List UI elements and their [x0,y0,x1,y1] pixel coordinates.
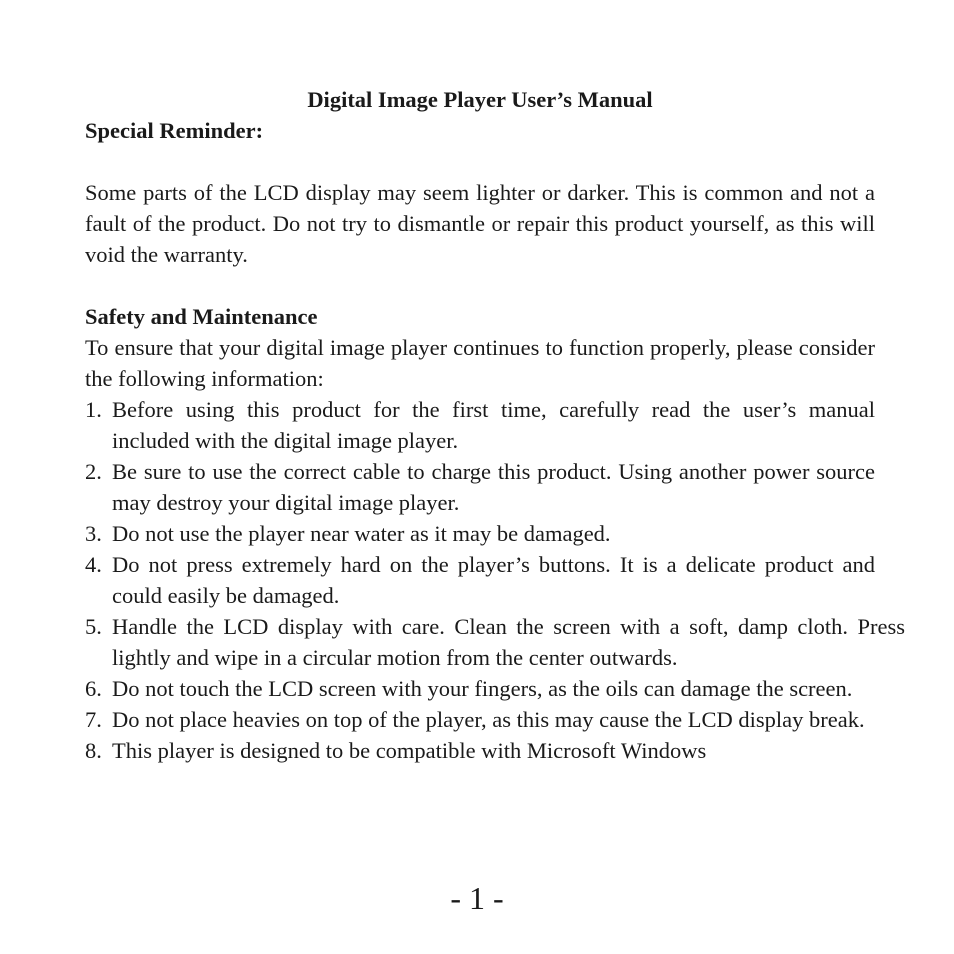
list-item-text: Do not use the player near water as it may be damaged. [112,521,611,546]
list-item-number: 2. [85,459,102,484]
list-item-text: This player is designed to be compatible with Microsoft Windows [112,738,707,763]
list-item-number: 8. [85,738,102,763]
list-item-number: 6. [85,676,102,701]
special-reminder-text: Some parts of the LCD display may seem lighter or darker. This is common and not a fault of the product. Do not try to dismantle or repair this product yourself, as this will void the warranty. [85,180,875,267]
document-title: Digital Image Player User’s Manual [307,87,653,112]
safety-intro: To ensure that your digital image player continues to function properly, please consider the following information: [85,335,875,391]
list-item-number: 1. [85,397,102,422]
special-reminder-heading: Special Reminder: [85,118,264,143]
safety-list [85,394,905,766]
list-item-text: Do not place heavies on top of the player, as this may cause the LCD display break. [112,707,865,732]
list-item [85,456,875,518]
page-number: - 1 - [450,880,504,916]
list-item-number: 3. [85,521,102,546]
list-item-number: 7. [85,707,102,732]
list-item [85,673,875,704]
list-item [85,518,875,549]
list-item-number: 4. [85,552,102,577]
list-item [85,394,875,456]
list-item-text: Do not touch the LCD screen with your fingers, as the oils can damage the screen. [112,676,853,701]
spacer [85,270,875,301]
safety-heading: Safety and Maintenance [85,304,318,329]
list-item [85,735,875,766]
list-item-text: Before using this product for the first time, carefully read the user’s manual included with the digital image player. [112,397,875,453]
list-item [85,549,875,611]
manual-page [85,84,905,766]
list-item [85,611,905,673]
list-item-text: Handle the LCD display with care. Clean the screen with a soft, damp cloth. Press lightly and wipe in a circular motion from the center outwards. [112,614,905,670]
spacer [85,146,875,177]
list-item [85,704,875,735]
list-item-number: 5. [85,614,102,639]
list-item-text: Be sure to use the correct cable to charge this product. Using another power source may destroy your digital image player. [112,459,875,515]
list-item-text: Do not press extremely hard on the player’s buttons. It is a delicate product and could easily be damaged. [112,552,875,608]
